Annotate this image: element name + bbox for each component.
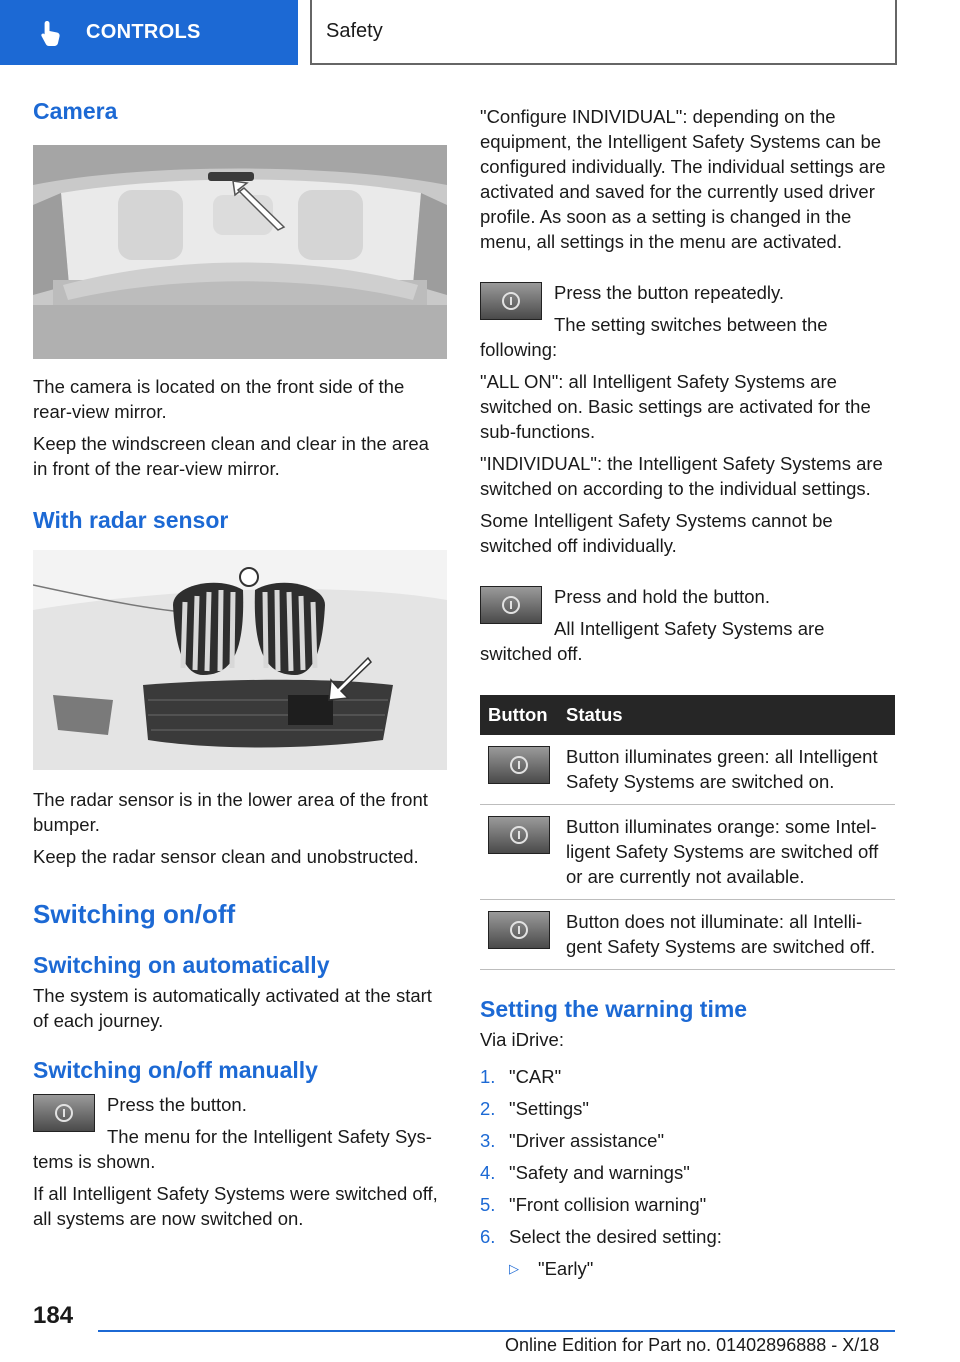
camera-location-text: The camera is located on the front side of the rear-view mirror. <box>33 376 405 422</box>
safety-button-icon <box>488 816 550 854</box>
chapter-title: Safety <box>326 20 383 42</box>
list-item: 3. "Driver assistance" <box>480 1130 665 1151</box>
manual-menu-text: The menu for the Intelligent Safety Sys-tems is shown. <box>33 1126 432 1172</box>
switching-heading: Switching on/off <box>33 899 236 929</box>
radar-heading: With radar sensor <box>33 507 229 533</box>
list-item: 6. Select the desired setting: <box>480 1226 722 1247</box>
button-status-table <box>480 695 895 970</box>
hold-result-text: All Intelligent Safety Systems are switched off. <box>480 618 825 664</box>
radar-photo <box>33 550 447 770</box>
page-number: 184 <box>33 1302 74 1329</box>
status-cell: Button does not illuminate: all Intelli-gent Safety Systems are switched off. <box>566 911 876 957</box>
manual-instruction <box>33 1092 447 1181</box>
table-header <box>480 695 895 735</box>
list-item: 1. "CAR" <box>480 1066 562 1087</box>
list-item: 2. "Settings" <box>480 1098 589 1119</box>
chapter-tab <box>310 0 897 65</box>
table-row <box>480 735 895 805</box>
steps-list <box>480 1064 896 1249</box>
manual-press-text: Press the button. <box>107 1094 247 1115</box>
radar-clean-text: Keep the radar sensor clean and unobstructed. <box>33 846 419 867</box>
configure-text: "Configure INDIVIDUAL": depending on the equipment, the Intelligent Safety Systems can be configured individually. The individual settings are activated and saved for the currently used driver profile. As soon as a setting is changed in the menu, all settings in the menu are activated. <box>480 106 886 252</box>
hand-pointer-icon <box>38 19 64 47</box>
repeat-switch-text: The setting switches between the following: <box>480 314 828 360</box>
hold-instruction <box>480 584 896 673</box>
repeat-instruction <box>480 280 896 369</box>
radar-location-text: The radar sensor is in the lower area of the front bumper. <box>33 789 428 835</box>
footer-divider <box>98 1330 895 1332</box>
list-item: 5. "Front collision warning" <box>480 1194 707 1215</box>
section-tab <box>0 0 298 65</box>
individual-text: "INDIVIDUAL": the Intelligent Safety Systems are switched on according to the individual settings. <box>480 453 883 499</box>
table-row <box>480 805 895 900</box>
manual-heading: Switching on/off manually <box>33 1057 318 1083</box>
repeat-press-text: Press the button repeatedly. <box>554 282 785 303</box>
camera-photo <box>33 145 447 359</box>
allon-text: "ALL ON": all Intelligent Safety Systems are switched on. Basic settings are activated for the sub-functions. <box>480 371 871 442</box>
safety-button-icon <box>480 282 542 320</box>
hold-press-text: Press and hold the button. <box>554 586 770 607</box>
safety-button-icon <box>488 911 550 949</box>
right-column <box>480 104 896 1281</box>
left-column <box>33 98 447 1238</box>
camera-clean-text: Keep the windscreen clean and clear in the area in front of the rear-view mirror. <box>33 433 429 479</box>
triangle-bullet-icon: ▷ <box>509 1261 519 1276</box>
safety-button-icon <box>33 1094 95 1132</box>
manual-result-text: If all Intelligent Safety Systems were switched off, all systems are now switched on. <box>33 1183 438 1229</box>
sub-list-item: ▷ "Early" <box>509 1258 594 1279</box>
auto-text: The system is automatically activated at the start of each journey. <box>33 985 432 1031</box>
warning-time-heading: Setting the warning time <box>480 996 748 1022</box>
safety-button-icon <box>488 746 550 784</box>
list-item: 4. "Safety and warnings" <box>480 1162 690 1183</box>
safety-button-icon <box>480 586 542 624</box>
column-header-status: Status <box>566 704 623 725</box>
camera-heading: Camera <box>33 98 118 124</box>
edition-text: Online Edition for Part no. 01402896888 - X/18 <box>505 1335 880 1355</box>
status-cell: Button illuminates orange: some Intel-ligent Safety Systems are switched off or are currently not available. <box>566 816 879 887</box>
auto-heading: Switching on automatically <box>33 952 330 978</box>
some-systems-text: Some Intelligent Safety Systems cannot be switched off individually. <box>480 510 833 556</box>
via-idrive-text: Via iDrive: <box>480 1029 564 1050</box>
section-title: CONTROLS <box>86 21 201 43</box>
status-cell: Button illuminates green: all Intelligent Safety Systems are switched on. <box>566 746 878 792</box>
column-header-button: Button <box>488 704 548 725</box>
table-row <box>480 900 895 970</box>
